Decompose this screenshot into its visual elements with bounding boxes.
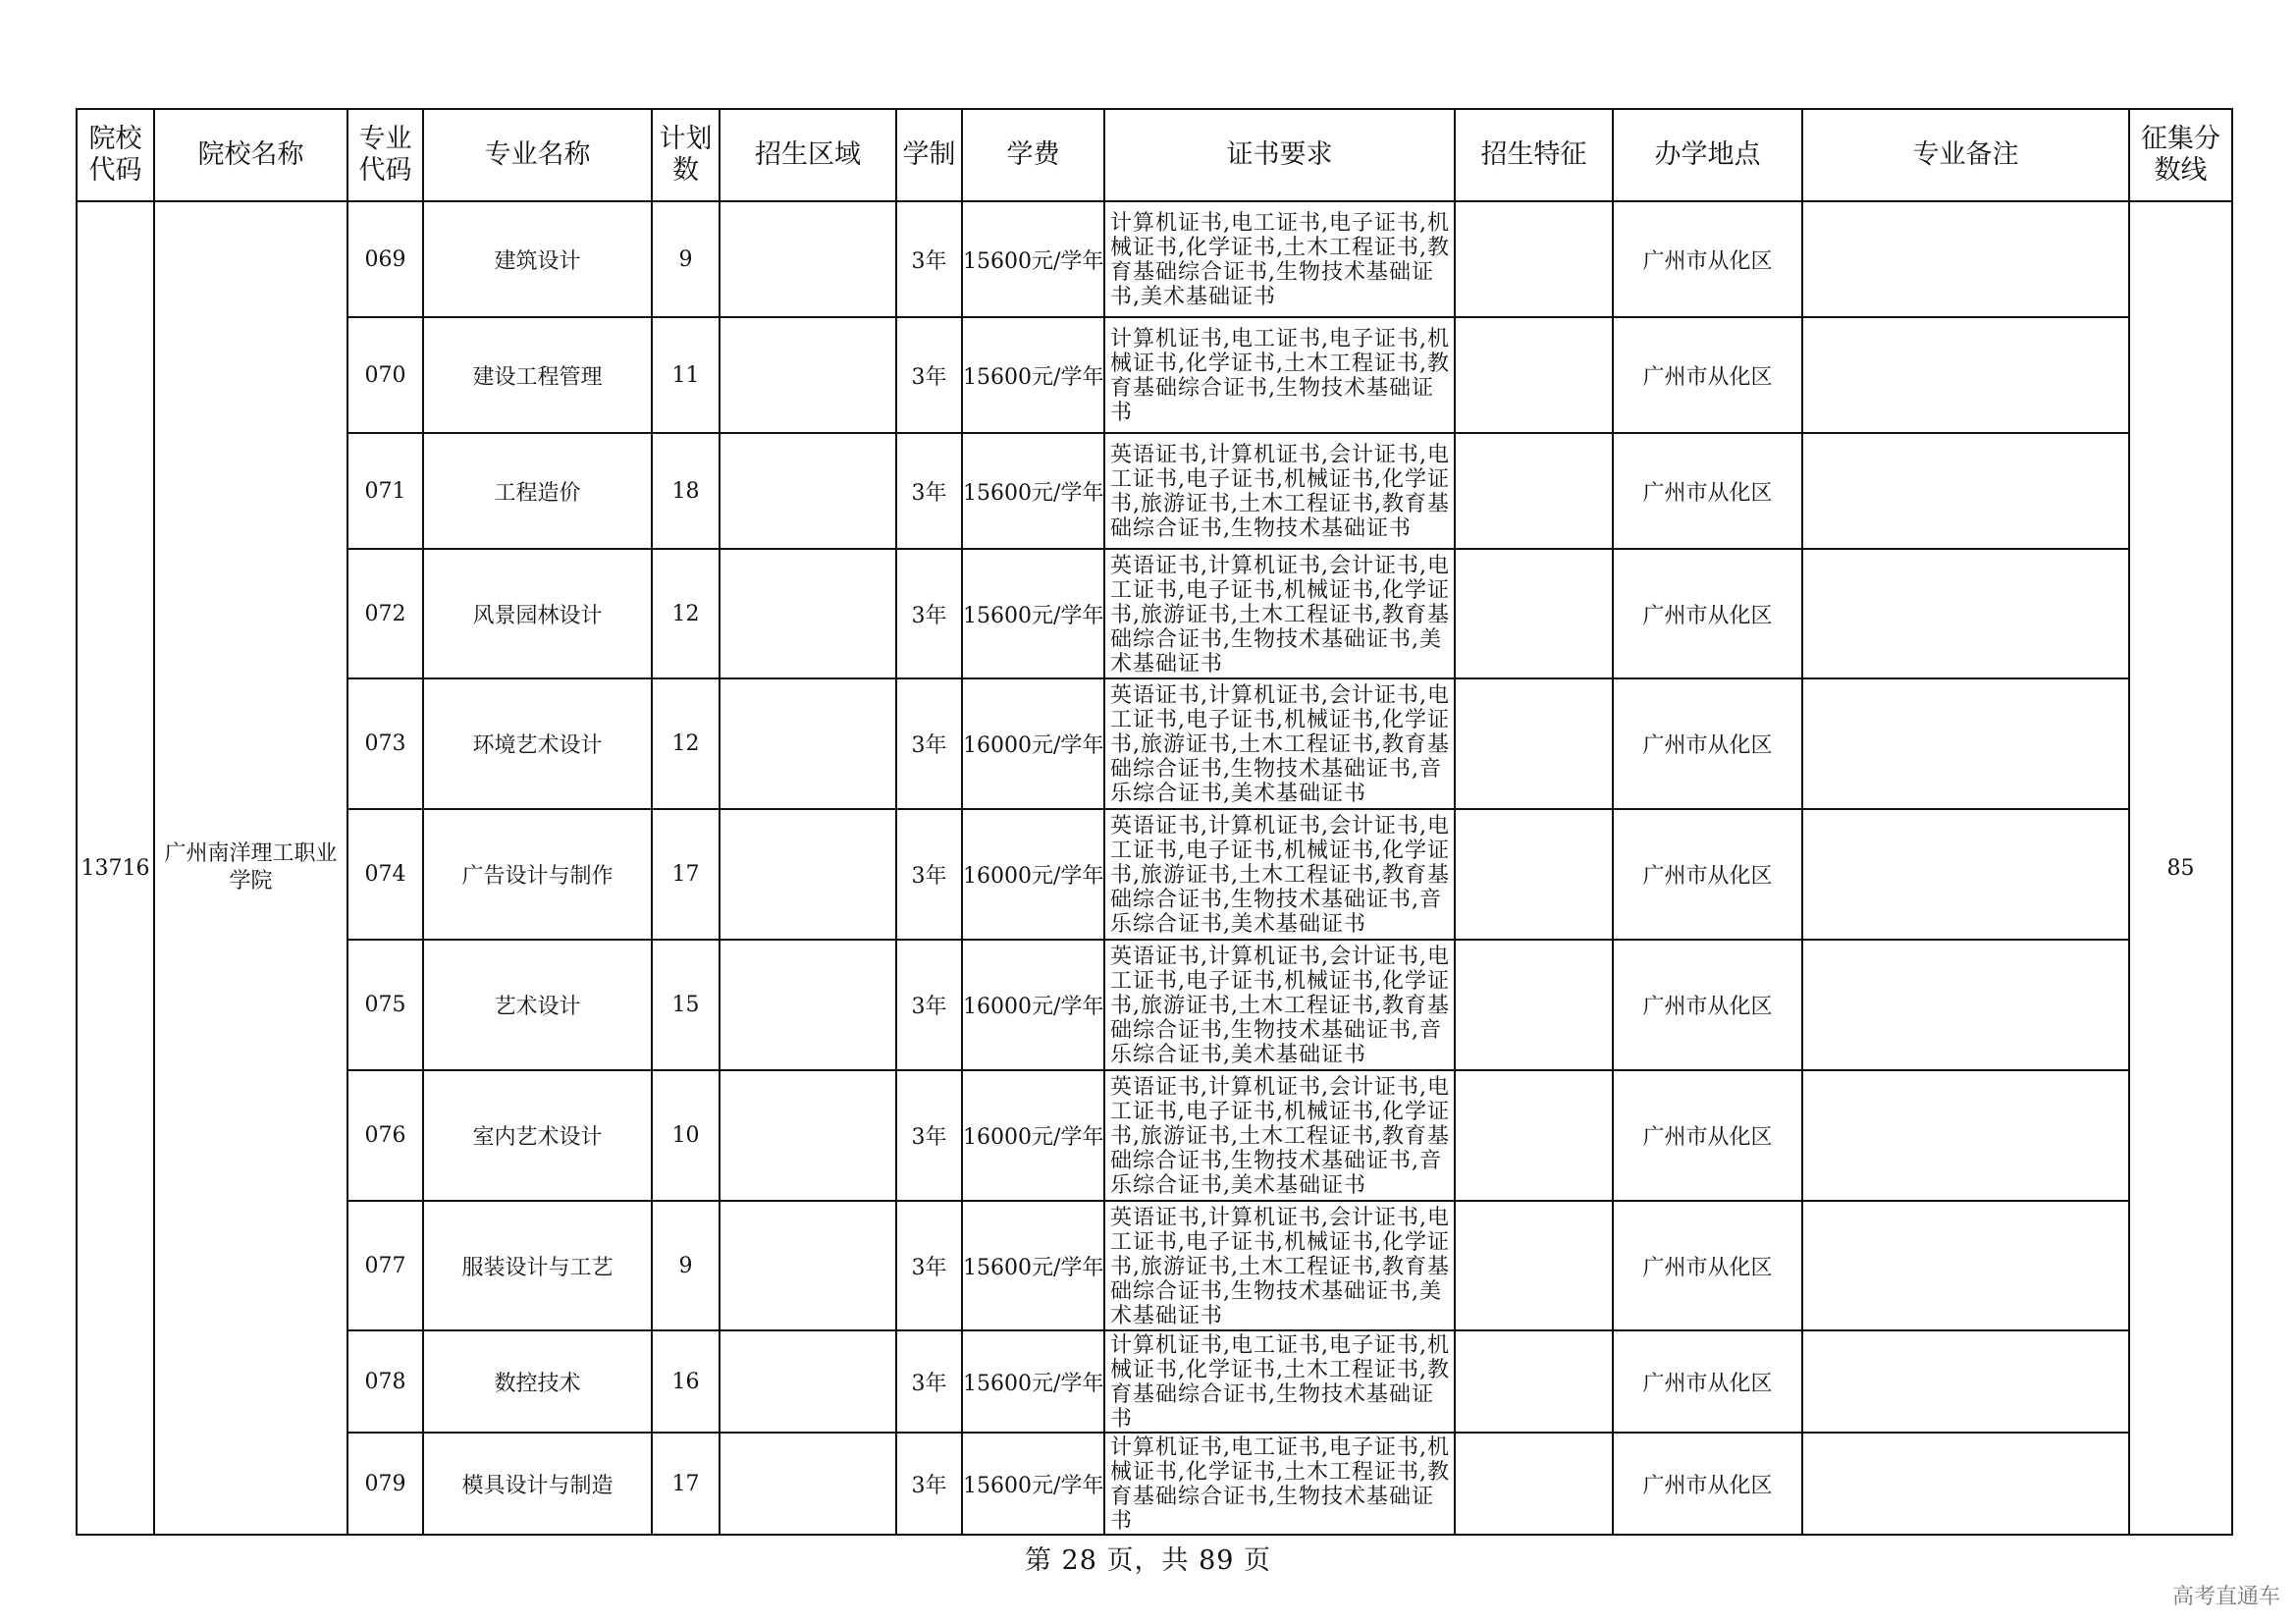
duration-cell: 3年 [896,809,962,940]
header-school-name: 院校名称 [154,109,347,201]
duration-cell: 3年 [896,1070,962,1201]
certificate-cell: 英语证书,计算机证书,会计证书,电工证书,电子证书,机械证书,化学证书,旅游证书,土木工程证书,教育基础综合证书,生物技术基础证书,美术基础证书 [1104,549,1455,678]
major-name-cell: 环境艺术设计 [423,678,652,809]
fee-cell: 15600元/学年 [962,549,1104,678]
fee-cell: 15600元/学年 [962,201,1104,317]
duration-cell: 3年 [896,549,962,678]
features-cell [1455,1201,1613,1330]
major-name-cell: 数控技术 [423,1330,652,1433]
table-row [77,317,2232,433]
certificate-cell: 英语证书,计算机证书,会计证书,电工证书,电子证书,机械证书,化学证书,旅游证书,土木工程证书,教育基础综合证书,生物技术基础证书,音乐综合证书,美术基础证书 [1104,809,1455,940]
admission-table [76,108,2233,1536]
duration-cell: 3年 [896,433,962,549]
header-certificate: 证书要求 [1104,109,1455,201]
remarks-cell [1802,1070,2129,1201]
major-code-cell: 079 [347,1433,423,1535]
major-name-cell: 工程造价 [423,433,652,549]
location-cell: 广州市从化区 [1613,1201,1802,1330]
school-code-cell: 13716 [77,201,154,1535]
remarks-cell [1802,1330,2129,1433]
header-fee: 学费 [962,109,1104,201]
plan-cell: 9 [652,201,720,317]
certificate-cell: 计算机证书,电工证书,电子证书,机械证书,化学证书,土木工程证书,教育基础综合证书,生物技术基础证书 [1104,1433,1455,1535]
major-name-cell: 风景园林设计 [423,549,652,678]
location-cell: 广州市从化区 [1613,201,1802,317]
duration-cell: 3年 [896,201,962,317]
remarks-cell [1802,549,2129,678]
plan-cell: 15 [652,940,720,1070]
features-cell [1455,809,1613,940]
plan-cell: 17 [652,1433,720,1535]
certificate-cell: 英语证书,计算机证书,会计证书,电工证书,电子证书,机械证书,化学证书,旅游证书,土木工程证书,教育基础综合证书,生物技术基础证书,音乐综合证书,美术基础证书 [1104,1070,1455,1201]
location-cell: 广州市从化区 [1613,678,1802,809]
region-cell [720,940,896,1070]
header-plan: 计划数 [652,109,720,201]
fee-cell: 16000元/学年 [962,678,1104,809]
fee-cell: 16000元/学年 [962,940,1104,1070]
table-row [77,1330,2232,1433]
region-cell [720,549,896,678]
table-header-row [77,109,2232,201]
features-cell [1455,433,1613,549]
cutoff-score-cell: 85 [2129,201,2232,1535]
header-remarks: 专业备注 [1802,109,2129,201]
features-cell [1455,1433,1613,1535]
page-number: 第 28 页，共 89 页 [1024,1545,1272,1576]
plan-cell: 17 [652,809,720,940]
plan-cell: 18 [652,433,720,549]
region-cell [720,433,896,549]
region-cell [720,1070,896,1201]
major-code-cell: 077 [347,1201,423,1330]
major-code-cell: 075 [347,940,423,1070]
table-row [77,1201,2232,1330]
remarks-cell [1802,433,2129,549]
fee-cell: 15600元/学年 [962,1330,1104,1433]
table-row [77,1070,2232,1201]
remarks-cell [1802,201,2129,317]
table-row [77,433,2232,549]
plan-cell: 12 [652,678,720,809]
fee-cell: 16000元/学年 [962,809,1104,940]
header-duration: 学制 [896,109,962,201]
major-code-cell: 073 [347,678,423,809]
major-name-cell: 服装设计与工艺 [423,1201,652,1330]
region-cell [720,317,896,433]
plan-cell: 12 [652,549,720,678]
major-code-cell: 078 [347,1330,423,1433]
location-cell: 广州市从化区 [1613,549,1802,678]
major-code-cell: 074 [347,809,423,940]
major-code-cell: 069 [347,201,423,317]
features-cell [1455,1330,1613,1433]
header-cutoff: 征集分数线 [2129,109,2232,201]
major-name-cell: 建设工程管理 [423,317,652,433]
plan-cell: 11 [652,317,720,433]
remarks-cell [1802,1201,2129,1330]
school-name-cell: 广州南洋理工职业学院 [154,201,347,1535]
certificate-cell: 计算机证书,电工证书,电子证书,机械证书,化学证书,土木工程证书,教育基础综合证书,生物技术基础证书,美术基础证书 [1104,201,1455,317]
duration-cell: 3年 [896,678,962,809]
plan-cell: 16 [652,1330,720,1433]
location-cell: 广州市从化区 [1613,1070,1802,1201]
region-cell [720,201,896,317]
fee-cell: 15600元/学年 [962,1433,1104,1535]
location-cell: 广州市从化区 [1613,317,1802,433]
major-code-cell: 071 [347,433,423,549]
header-features: 招生特征 [1455,109,1613,201]
major-name-cell: 模具设计与制造 [423,1433,652,1535]
fee-cell: 15600元/学年 [962,433,1104,549]
duration-cell: 3年 [896,940,962,1070]
location-cell: 广州市从化区 [1613,433,1802,549]
major-name-cell: 艺术设计 [423,940,652,1070]
plan-cell: 9 [652,1201,720,1330]
certificate-cell: 英语证书,计算机证书,会计证书,电工证书,电子证书,机械证书,化学证书,旅游证书,土木工程证书,教育基础综合证书,生物技术基础证书 [1104,433,1455,549]
table-row [77,809,2232,940]
fee-cell: 16000元/学年 [962,1070,1104,1201]
features-cell [1455,201,1613,317]
duration-cell: 3年 [896,1330,962,1433]
fee-cell: 15600元/学年 [962,1201,1104,1330]
remarks-cell [1802,1433,2129,1535]
header-school-code: 院校代码 [77,109,154,201]
table-row [77,940,2232,1070]
features-cell [1455,549,1613,678]
table-row [77,678,2232,809]
table-row [77,549,2232,678]
major-name-cell: 广告设计与制作 [423,809,652,940]
header-major-code: 专业代码 [347,109,423,201]
table-row [77,1433,2232,1535]
major-code-cell: 070 [347,317,423,433]
duration-cell: 3年 [896,317,962,433]
major-code-cell: 076 [347,1070,423,1201]
location-cell: 广州市从化区 [1613,809,1802,940]
remarks-cell [1802,678,2129,809]
features-cell [1455,1070,1613,1201]
fee-cell: 15600元/学年 [962,317,1104,433]
region-cell [720,809,896,940]
duration-cell: 3年 [896,1433,962,1535]
region-cell [720,1201,896,1330]
plan-cell: 10 [652,1070,720,1201]
major-name-cell: 建筑设计 [423,201,652,317]
features-cell [1455,940,1613,1070]
features-cell [1455,317,1613,433]
table-row [77,201,2232,317]
major-name-cell: 室内艺术设计 [423,1070,652,1201]
features-cell [1455,678,1613,809]
header-major-name: 专业名称 [423,109,652,201]
certificate-cell: 英语证书,计算机证书,会计证书,电工证书,电子证书,机械证书,化学证书,旅游证书,土木工程证书,教育基础综合证书,生物技术基础证书,音乐综合证书,美术基础证书 [1104,678,1455,809]
header-location: 办学地点 [1613,109,1802,201]
certificate-cell: 计算机证书,电工证书,电子证书,机械证书,化学证书,土木工程证书,教育基础综合证书,生物技术基础证书 [1104,317,1455,433]
region-cell [720,1330,896,1433]
watermark: 高考直通车 [2171,1585,2280,1609]
certificate-cell: 计算机证书,电工证书,电子证书,机械证书,化学证书,土木工程证书,教育基础综合证书,生物技术基础证书 [1104,1330,1455,1433]
remarks-cell [1802,940,2129,1070]
location-cell: 广州市从化区 [1613,1433,1802,1535]
remarks-cell [1802,809,2129,940]
certificate-cell: 英语证书,计算机证书,会计证书,电工证书,电子证书,机械证书,化学证书,旅游证书,土木工程证书,教育基础综合证书,生物技术基础证书,美术基础证书 [1104,1201,1455,1330]
location-cell: 广州市从化区 [1613,940,1802,1070]
header-region: 招生区域 [720,109,896,201]
region-cell [720,1433,896,1535]
region-cell [720,678,896,809]
remarks-cell [1802,317,2129,433]
location-cell: 广州市从化区 [1613,1330,1802,1433]
major-code-cell: 072 [347,549,423,678]
table-body [77,201,2232,1535]
duration-cell: 3年 [896,1201,962,1330]
certificate-cell: 英语证书,计算机证书,会计证书,电工证书,电子证书,机械证书,化学证书,旅游证书,土木工程证书,教育基础综合证书,生物技术基础证书,音乐综合证书,美术基础证书 [1104,940,1455,1070]
